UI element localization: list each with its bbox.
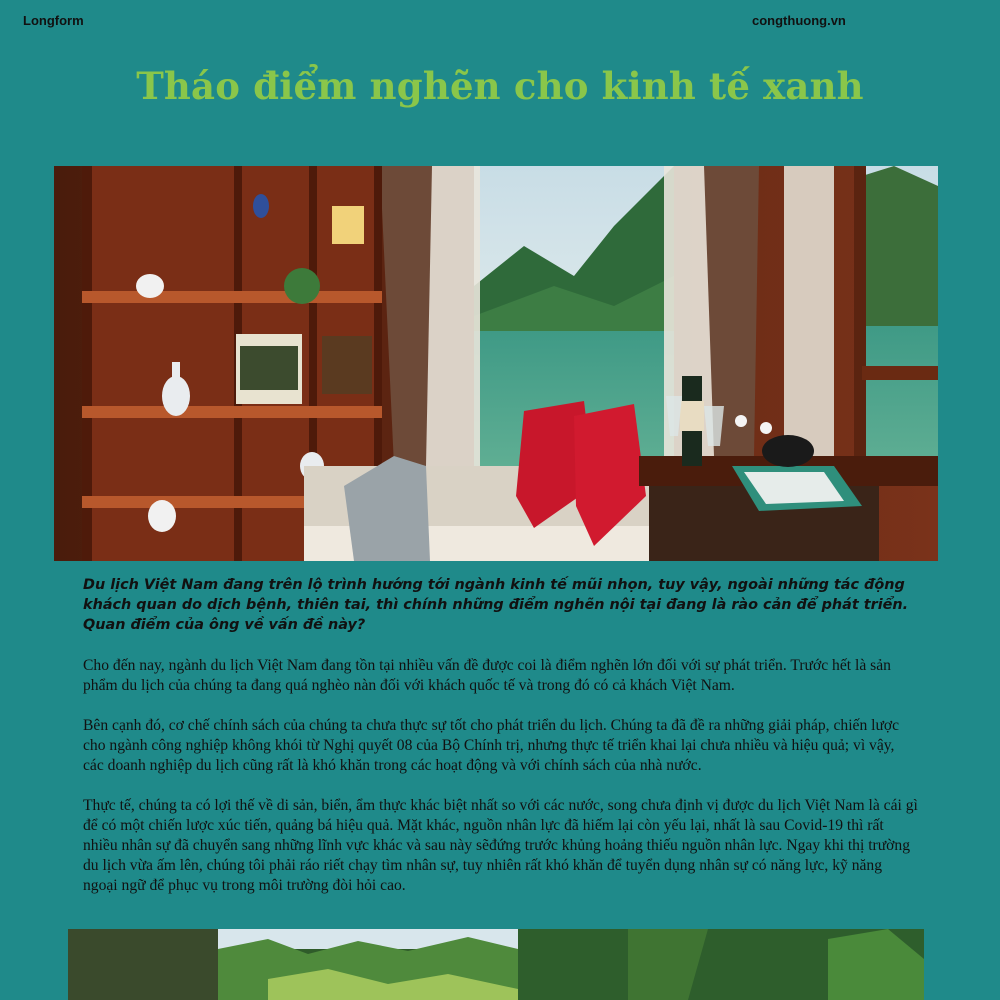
top-bar (0, 0, 1000, 40)
section-label[interactable]: Longform (23, 13, 84, 28)
article-title: Tháo điểm nghẽn cho kinh tế xanh (136, 64, 864, 108)
paragraph-3: Thực tế, chúng ta có lợi thế về di sản, biển, ẩm thực khác biệt nhất so với các nước, song chưa định vị được du lịch Việt Nam là cái gì để có một chiến lược xúc tiến, quảng bá hiệu quả. Mặt khác, nguồn nhân lực đã hiếm lại còn yếu lại, nhất là sau Covid-19 thì rất nhiều nhân sự đã chuyển sang những lĩnh vực khác và sau này sẽđứng trước khủng hoảng thiếu nguồn nhân lực. Ngay khi thị trường du lịch vừa ấm lên, chúng tôi phải ráo riết chạy tìm nhân sự, tuy nhiên rất khó khăn để tuyển dụng nhân sự có năng lực, kỹ năng ngoại ngữ để phục vụ trong môi trường đòi hỏi cao. (83, 797, 918, 894)
landscape-image-karst-valley (68, 929, 924, 1000)
hero-image-cabin-view (54, 166, 938, 561)
site-name[interactable]: congthuong.vn (752, 13, 846, 28)
paragraph-2: Bên cạnh đó, cơ chế chính sách của chúng ta chưa thực sự tốt cho phát triển du lịch. Chúng ta đã đề ra những giải pháp, chiến lược cho ngành công nghiệp không khói từ Nghị quyết 08 của Bộ Chính trị, nhưng thực tế triển khai lại chưa nhiều và hiệu quả; vì vậy, các doanh nghiệp du lịch cũng rất là khó khăn trong các hoạt động và với chính sách của nhà nước. (83, 717, 900, 774)
paragraph-1: Cho đến nay, ngành du lịch Việt Nam đang tồn tại nhiều vấn đề được coi là điểm nghẽn lớn đối với sự phát triển. Trước hết là sản phẩm du lịch của chúng ta đang quá nghèo nàn đối với khách quốc tế và trong đó có cả khách Việt Nam. (83, 657, 891, 694)
lead-question: Du lịch Việt Nam đang trên lộ trình hướng tới ngành kinh tế mũi nhọn, tuy vậy, ngoài những tác động khách quan do dịch bệnh, thiên tai, thì chính những điểm nghẽn nội tại đang là rào cản để phát triển. Quan điểm của ông về vấn đề này? (83, 577, 909, 633)
